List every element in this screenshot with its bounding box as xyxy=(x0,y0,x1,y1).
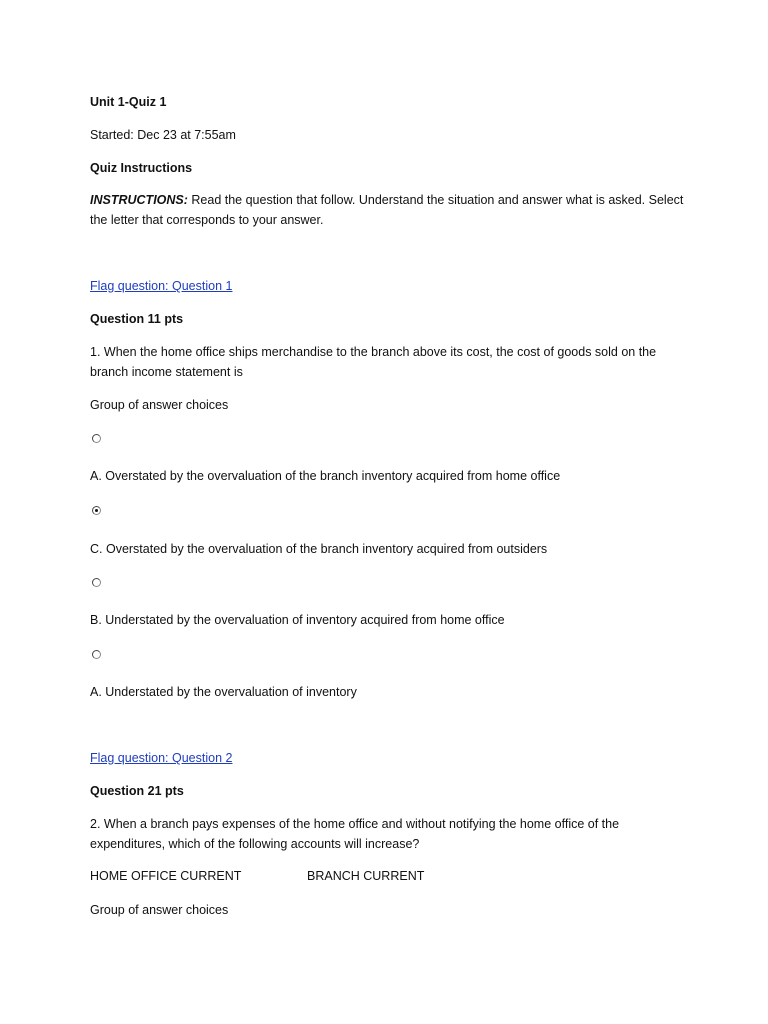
question-1-choice-3-label: B. Understated by the overvaluation of inventory acquired from home office xyxy=(90,613,505,627)
started-timestamp: Started: Dec 23 at 7:55am xyxy=(90,128,236,142)
question-1-block xyxy=(90,276,232,296)
instructions-paragraph xyxy=(90,190,690,230)
question-2-heading: Question 21 pts xyxy=(90,784,184,798)
instructions-label: INSTRUCTIONS: xyxy=(90,193,188,207)
column-header-home-office-current: HOME OFFICE CURRENT xyxy=(90,869,242,883)
question-1-choice-1-label: A. Overstated by the overvaluation of the branch inventory acquired from home office xyxy=(90,469,561,483)
instructions-heading: Quiz Instructions xyxy=(90,161,193,175)
question-1-text: 1. When the home office ships merchandise to the branch above its cost, the cost of goods sold on the branch income statement is xyxy=(90,345,657,379)
quiz-title: Unit 1-Quiz 1 xyxy=(90,95,167,109)
question-1-choice-4-label: A. Understated by the overvaluation of inventory xyxy=(90,685,357,699)
question-1-choice-2-label: C. Overstated by the overvaluation of the branch inventory acquired from outsiders xyxy=(90,542,548,556)
question-1-choice-4-radio[interactable] xyxy=(92,650,101,659)
question-2-choices-label: Group of answer choices xyxy=(90,903,229,917)
question-1-choice-2-radio[interactable] xyxy=(92,506,101,515)
question-1-heading: Question 11 pts xyxy=(90,312,184,326)
question-2-column-headers xyxy=(90,866,690,886)
question-1-choice-3-radio[interactable] xyxy=(92,578,101,587)
question-2-text: 2. When a branch pays expenses of the home office and without notifying the home office of the expenditures, which of the following accounts will increase? xyxy=(90,817,620,851)
question-1-choice-1-radio[interactable] xyxy=(92,434,101,443)
instructions-text: Read the question that follow. Understand the situation and answer what is asked. Select the letter that corresponds to your answer. xyxy=(90,193,684,227)
question-1-choices-label: Group of answer choices xyxy=(90,398,229,412)
column-header-branch-current: BRANCH CURRENT xyxy=(307,869,425,883)
question-2-block xyxy=(90,748,232,768)
flag-question-2-link[interactable]: Flag question: Question 2 xyxy=(90,751,233,765)
flag-question-1-link[interactable]: Flag question: Question 1 xyxy=(90,279,233,293)
